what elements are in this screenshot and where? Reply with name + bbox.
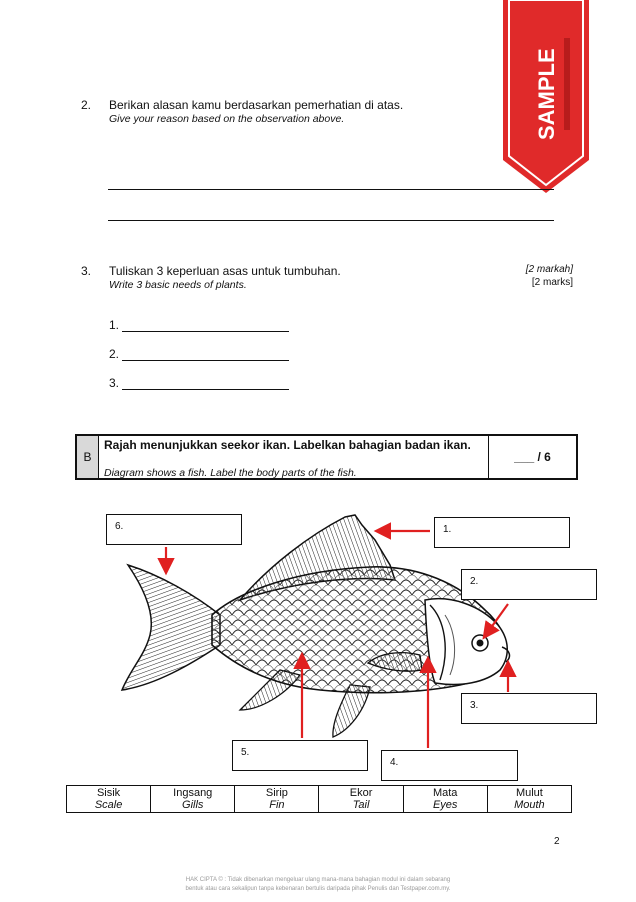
word-en: Tail bbox=[352, 799, 370, 811]
label-box-6[interactable] bbox=[106, 514, 242, 545]
word-bank-cell-tail bbox=[319, 786, 403, 813]
page-number: 2 bbox=[554, 836, 560, 847]
q3-answer-num-3: 3. bbox=[109, 376, 120, 390]
q3-number: 3. bbox=[81, 264, 92, 278]
word-en: Scale bbox=[94, 799, 123, 811]
footer-line-2: bentuk atau cara sekalipun tanpa kebenaran bertulis daripada pihak Penulis dan Testpaper.com.my. bbox=[185, 886, 451, 892]
word-en: Mouth bbox=[514, 799, 545, 811]
word-ms: Ingsang bbox=[173, 787, 213, 799]
q2-text-en: Give your reason based on the observation above. bbox=[109, 113, 345, 125]
q3-text-ms: Tuliskan 3 keperluan asas untuk tumbuhan. bbox=[109, 264, 341, 278]
word-bank-cell-scale bbox=[67, 786, 151, 813]
label-box-1[interactable] bbox=[434, 517, 570, 548]
q3-text-en: Write 3 basic needs of plants. bbox=[109, 279, 247, 291]
word-en: Eyes bbox=[432, 799, 458, 811]
word-bank-row bbox=[67, 786, 572, 813]
word-ms: Ekor bbox=[349, 787, 373, 799]
q2-text-ms: Berikan alasan kamu berdasarkan pemerhatian di atas. bbox=[109, 98, 404, 112]
section-b-text-en: Diagram shows a fish. Label the body parts of the fish. bbox=[104, 467, 357, 479]
section-b-score: ___ / 6 bbox=[488, 436, 576, 478]
q3-answer-num-1: 1. bbox=[109, 318, 120, 332]
label-box-2-num: 2. bbox=[470, 576, 479, 587]
word-ms: Mata bbox=[432, 787, 458, 799]
q2-number: 2. bbox=[81, 98, 92, 112]
label-box-4-num: 4. bbox=[390, 757, 399, 768]
word-ms: Sisik bbox=[96, 787, 121, 799]
sample-label: SAMPLE bbox=[534, 48, 559, 140]
arrow-2 bbox=[485, 604, 508, 636]
q3-answer-num-2: 2. bbox=[109, 347, 120, 361]
word-en: Gills bbox=[182, 799, 204, 811]
label-box-5-num: 5. bbox=[241, 747, 250, 758]
word-ms: Sirip bbox=[265, 787, 288, 799]
word-bank-cell-eyes bbox=[403, 786, 487, 813]
label-box-1-num: 1. bbox=[443, 524, 452, 535]
section-b-letter: B bbox=[77, 436, 99, 478]
q3-marks-en: [2 marks] bbox=[531, 277, 573, 288]
q3-marks-ms: [2 markah] bbox=[525, 264, 573, 275]
word-bank-cell-mouth bbox=[487, 786, 571, 813]
word-bank-table bbox=[66, 785, 572, 813]
word-bank-cell-fin bbox=[235, 786, 319, 813]
footer-line-1: HAK CIPTA © : Tidak dibenarkan mengeluar ulang mana-mana bahagian modul ini dalam sebarang bbox=[185, 877, 451, 883]
label-box-2[interactable] bbox=[461, 569, 597, 600]
label-box-3-num: 3. bbox=[470, 700, 479, 711]
word-ms: Mulut bbox=[515, 787, 543, 799]
label-box-6-num: 6. bbox=[115, 521, 124, 532]
word-en: Fin bbox=[269, 799, 285, 811]
section-b-text-ms: Rajah menunjukkan seekor ikan. Labelkan bahagian badan ikan. bbox=[104, 438, 471, 452]
label-box-3[interactable] bbox=[461, 693, 597, 724]
label-box-5[interactable] bbox=[232, 740, 368, 771]
label-box-4[interactable] bbox=[381, 750, 518, 781]
word-bank-cell-gills bbox=[151, 786, 235, 813]
